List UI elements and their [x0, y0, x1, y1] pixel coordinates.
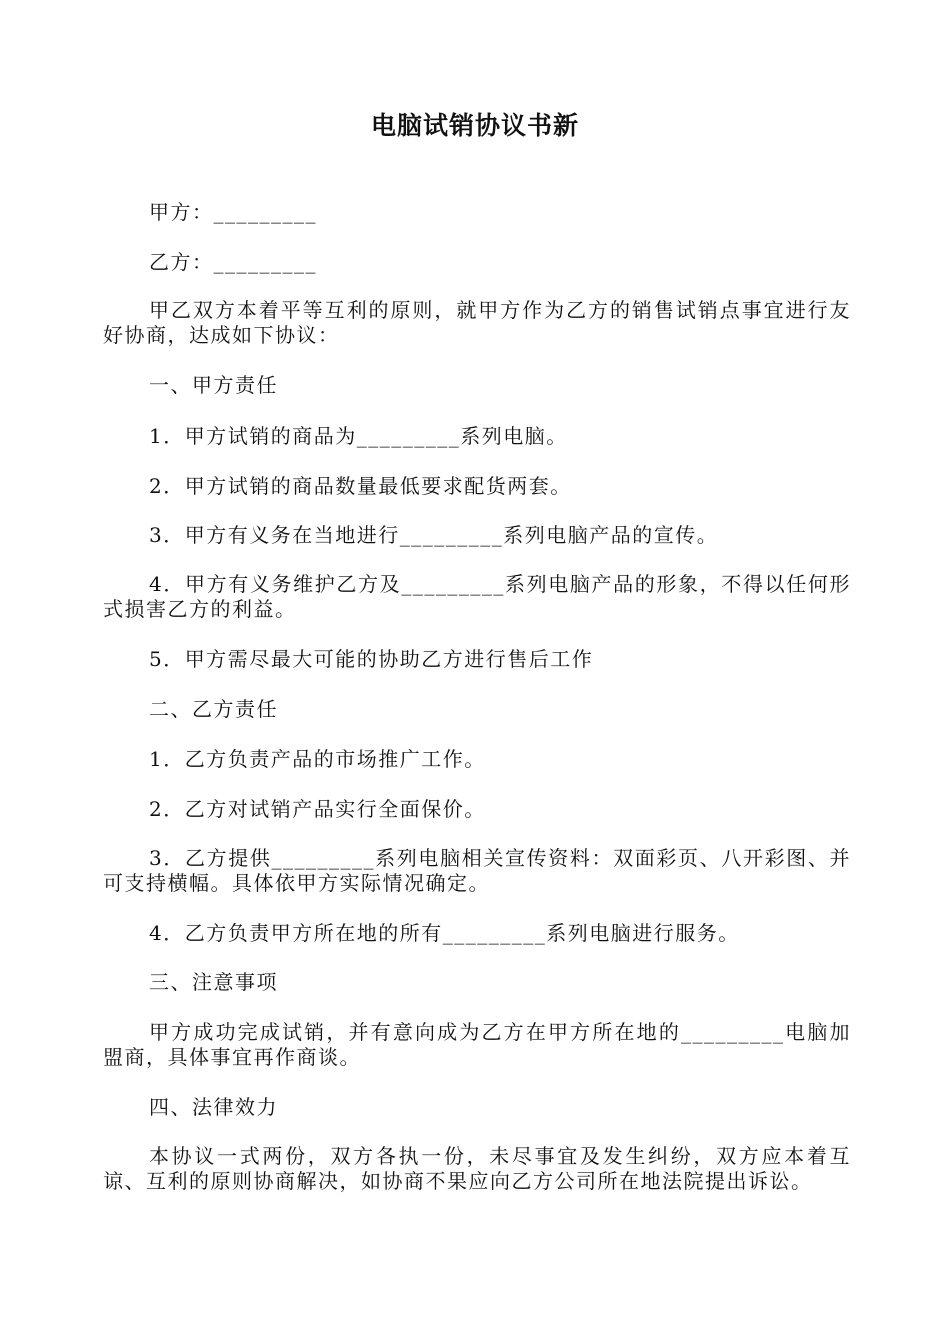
party-a-clause-5: 5．甲方需尽最大可能的协助乙方进行售后工作: [149, 647, 594, 671]
party-b-clause-1: 1．乙方负责产品的市场推广工作。: [149, 747, 486, 771]
section-heading-legal-effect: 四、法律效力: [149, 1095, 278, 1119]
party-a-clause-4: 4．甲方有义务维护乙方及_________系列电脑产品的形象，不得以任何形式损害乙方的利益。: [103, 572, 851, 621]
party-a-line: 甲方：_________: [149, 200, 317, 224]
party-a-clause-3: 3．甲方有义务在当地进行_________系列电脑产品的宣传。: [149, 523, 719, 547]
section-heading-notes: 三、注意事项: [149, 970, 278, 994]
section-heading-party-b-duties: 二、乙方责任: [149, 697, 278, 721]
party-a-clause-1: 1．甲方试销的商品为_________系列电脑。: [149, 424, 568, 448]
party-b-clause-3: 3．乙方提供_________系列电脑相关宣传资料：双面彩页、八开彩图、并可支持横幅。具体依甲方实际情况确定。: [103, 846, 851, 895]
notes-paragraph: 甲方成功完成试销，并有意向成为乙方在甲方所在地的_________电脑加盟商，具体事宜再作商谈。: [103, 1020, 851, 1069]
party-b-clause-4: 4．乙方负责甲方所在地的所有_________系列电脑进行服务。: [149, 921, 740, 945]
legal-effect-paragraph: 本协议一式两份，双方各执一份，未尽事宜及发生纠纷，双方应本着互谅、互利的原则协商解决，如协商不果应向乙方公司所在地法院提出诉讼。: [103, 1144, 851, 1193]
party-b-line: 乙方：_________: [149, 250, 317, 274]
document-title: 电脑试销协议书新: [370, 111, 579, 140]
party-b-clause-2: 2．乙方对试销产品实行全面保价。: [149, 797, 486, 821]
party-a-clause-2: 2．甲方试销的商品数量最低要求配货两套。: [149, 474, 572, 498]
section-heading-party-a-duties: 一、甲方责任: [149, 373, 278, 397]
preamble-paragraph: 甲乙双方本着平等互利的原则，就甲方作为乙方的销售试销点事宜进行友好协商，达成如下协议：: [103, 298, 851, 347]
